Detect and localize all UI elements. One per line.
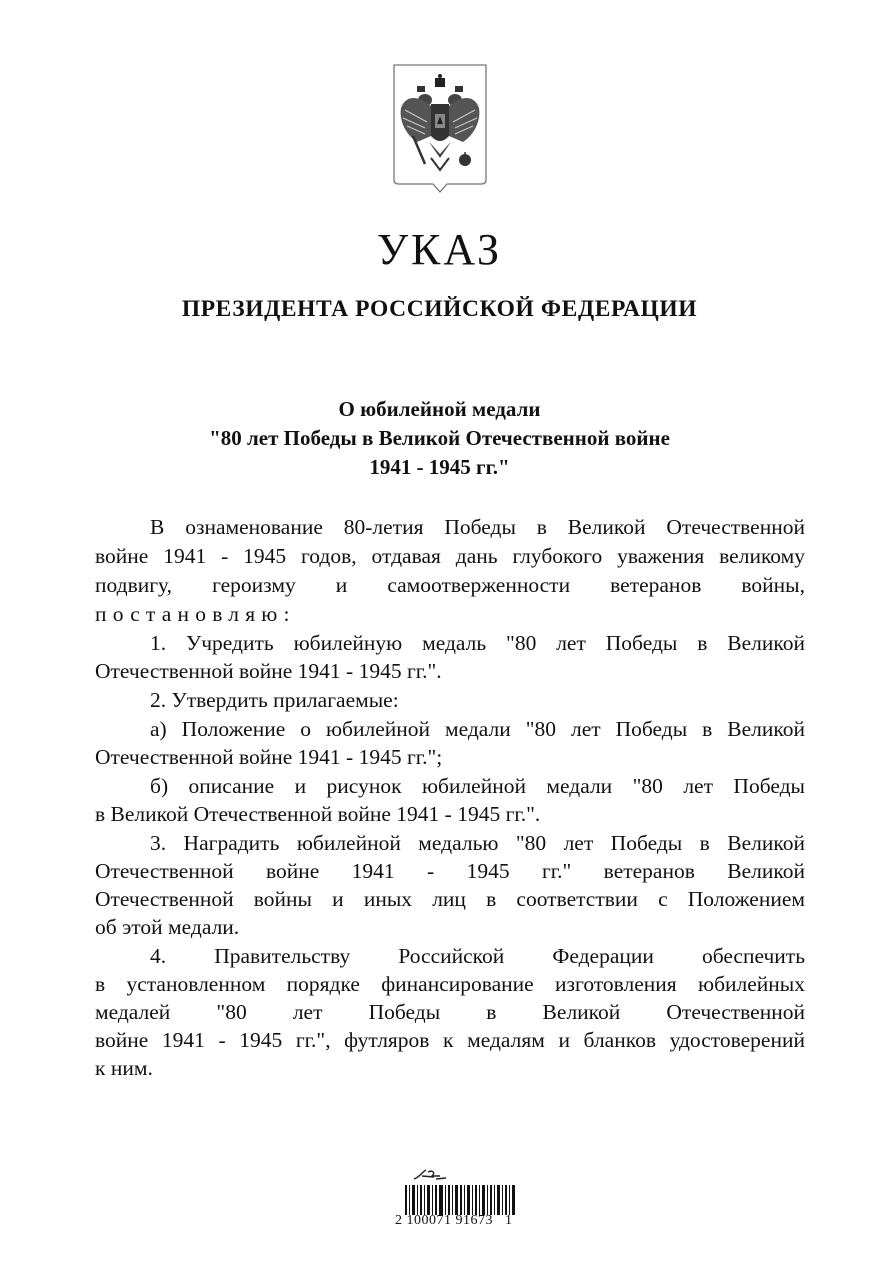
coat-of-arms-emblem (391, 62, 489, 194)
body-line: Отечественной войне 1941 - 1945 гг.". (95, 659, 442, 683)
body-line: Отечественной войны и иных лиц в соответствии с Положением (95, 887, 805, 911)
body-line: 1. Учредить юбилейную медаль "80 лет Победы в Великой (150, 631, 805, 655)
body-line-resolution-word: постановляю: (95, 602, 296, 626)
barcode-number: 2 100071 91673 1 (395, 1213, 513, 1228)
body-line: 3. Наградить юбилейной медалью "80 лет Победы в Великой (150, 831, 805, 855)
body-line: В ознаменование 80-летия Победы в Великой Отечественной (150, 515, 805, 539)
decree-subtitle: ПРЕЗИДЕНТА РОССИЙСКОЙ ФЕДЕРАЦИИ (181, 296, 698, 322)
body-line: войне 1941 - 1945 гг.", футляров к медалям и бланков удостоверений (95, 1028, 805, 1052)
body-line: Отечественной войне 1941 - 1945 гг."; (95, 745, 443, 769)
body-line: медалей "80 лет Победы в Великой Отечественной (95, 1000, 805, 1024)
body-line: об этой медали. (95, 915, 240, 939)
body-line: 2. Утвердить прилагаемые: (150, 688, 399, 712)
decree-heading-line-1: О юбилейной медали (338, 397, 541, 421)
decree-title: УКАЗ (376, 225, 503, 274)
russian-coat-of-arms-icon (391, 62, 489, 194)
body-line: в установленном порядке финансирование изготовления юбилейных (95, 972, 805, 996)
body-line: в Великой Отечественной войне 1941 - 1945 гг.". (95, 802, 541, 826)
decree-heading-line-2: "80 лет Победы в Великой Отечественной войне (209, 426, 670, 450)
body-line: к ним. (95, 1056, 153, 1080)
barcode-icon (405, 1185, 515, 1215)
signature-mark-icon (412, 1166, 448, 1182)
body-line: а) Положение о юбилейной медали "80 лет Победы в Великой (150, 717, 805, 741)
body-line: войне 1941 - 1945 годов, отдавая дань глубокого уважения великому (95, 544, 805, 568)
decree-heading-line-3: 1941 - 1945 гг." (369, 455, 510, 479)
body-line: подвигу, героизму и самоотверженности ветеранов войны, (95, 573, 805, 597)
body-line: б) описание и рисунок юбилейной медали "80 лет Победы (150, 774, 805, 798)
body-line: Отечественной войне 1941 - 1945 гг." ветеранов Великой (95, 859, 805, 883)
body-line: 4. Правительству Российской Федерации обеспечить (150, 944, 805, 968)
